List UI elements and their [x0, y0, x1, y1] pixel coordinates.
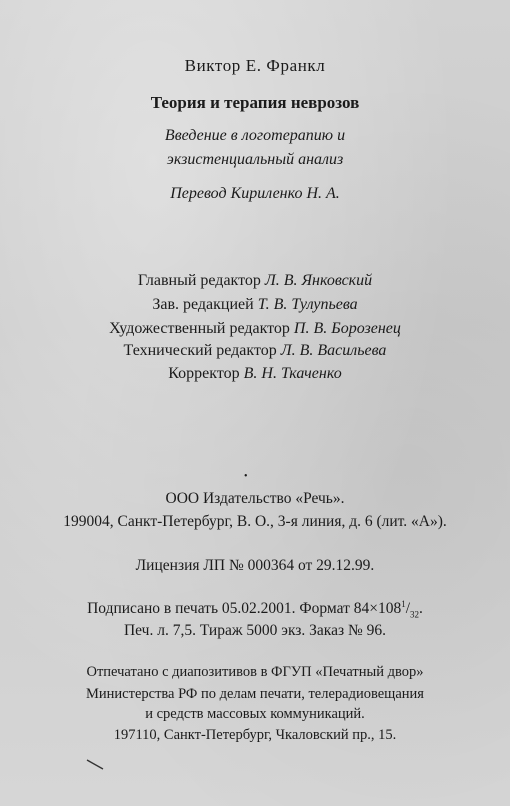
staff-role: Художественный редактор	[109, 320, 290, 337]
format-sub: 32	[410, 609, 420, 620]
staff-name: П. В. Борозенец	[293, 320, 401, 337]
pen-mark-decoration	[86, 758, 104, 770]
printer-line-1: Отпечатано с диапозитивов в ФГУП «Печатный двор»	[86, 664, 424, 680]
staff-line	[0, 296, 510, 314]
staff-line	[0, 320, 510, 338]
publisher-mark-dot: •	[244, 471, 248, 482]
format-end: .	[419, 600, 423, 618]
publisher-name: ООО Издательство «Речь».	[165, 490, 345, 507]
staff-line	[0, 365, 510, 383]
translator-credit: Перевод Кириленко Н. А.	[170, 185, 340, 202]
publisher-address: 199004, Санкт-Петербург, В. О., 3-я линия, д. 6 (лит. «А»).	[63, 513, 447, 530]
print-signing-info: Подписано в печать 05.02.2001. Формат $84\times 108^1/_{32}$.	[87, 599, 423, 620]
printer-line-3: и средств массовых коммуникаций.	[145, 706, 365, 722]
author-name: Виктор Е. Франкл	[184, 56, 326, 75]
staff-line	[0, 342, 510, 360]
subtitle-line-1: Введение в логотерапию и	[164, 127, 346, 144]
staff-name: Л. В. Янковский	[264, 272, 373, 289]
staff-name: В. Н. Ткаченко	[243, 365, 342, 382]
signed-text: Подписано в печать 05.02.2001. Формат 84×108	[87, 600, 402, 618]
printer-line-2: Министерства РФ по делам печати, телерадиовещания	[86, 686, 424, 702]
staff-role: Главный редактор	[137, 272, 261, 289]
staff-line	[0, 272, 510, 290]
format-sup: 1	[401, 599, 406, 609]
staff-role: Корректор	[168, 365, 240, 382]
staff-role: Технический редактор	[123, 342, 277, 359]
staff-name: Т. В. Тулупьева	[257, 296, 358, 313]
printer-line-4: 197110, Санкт-Петербург, Чкаловский пр., 15.	[113, 727, 397, 743]
subtitle-line-2: экзистенциальный анализ	[166, 151, 344, 168]
license-number: Лицензия ЛП № 000364 от 29.12.99.	[135, 557, 375, 574]
print-run-info: Печ. л. 7,5. Тираж 5000 экз. Заказ № 96.	[123, 622, 387, 639]
book-title: Теория и терапия неврозов	[150, 93, 360, 112]
staff-name: Л. В. Васильева	[280, 342, 387, 359]
staff-role: Зав. редакцией	[152, 296, 254, 313]
